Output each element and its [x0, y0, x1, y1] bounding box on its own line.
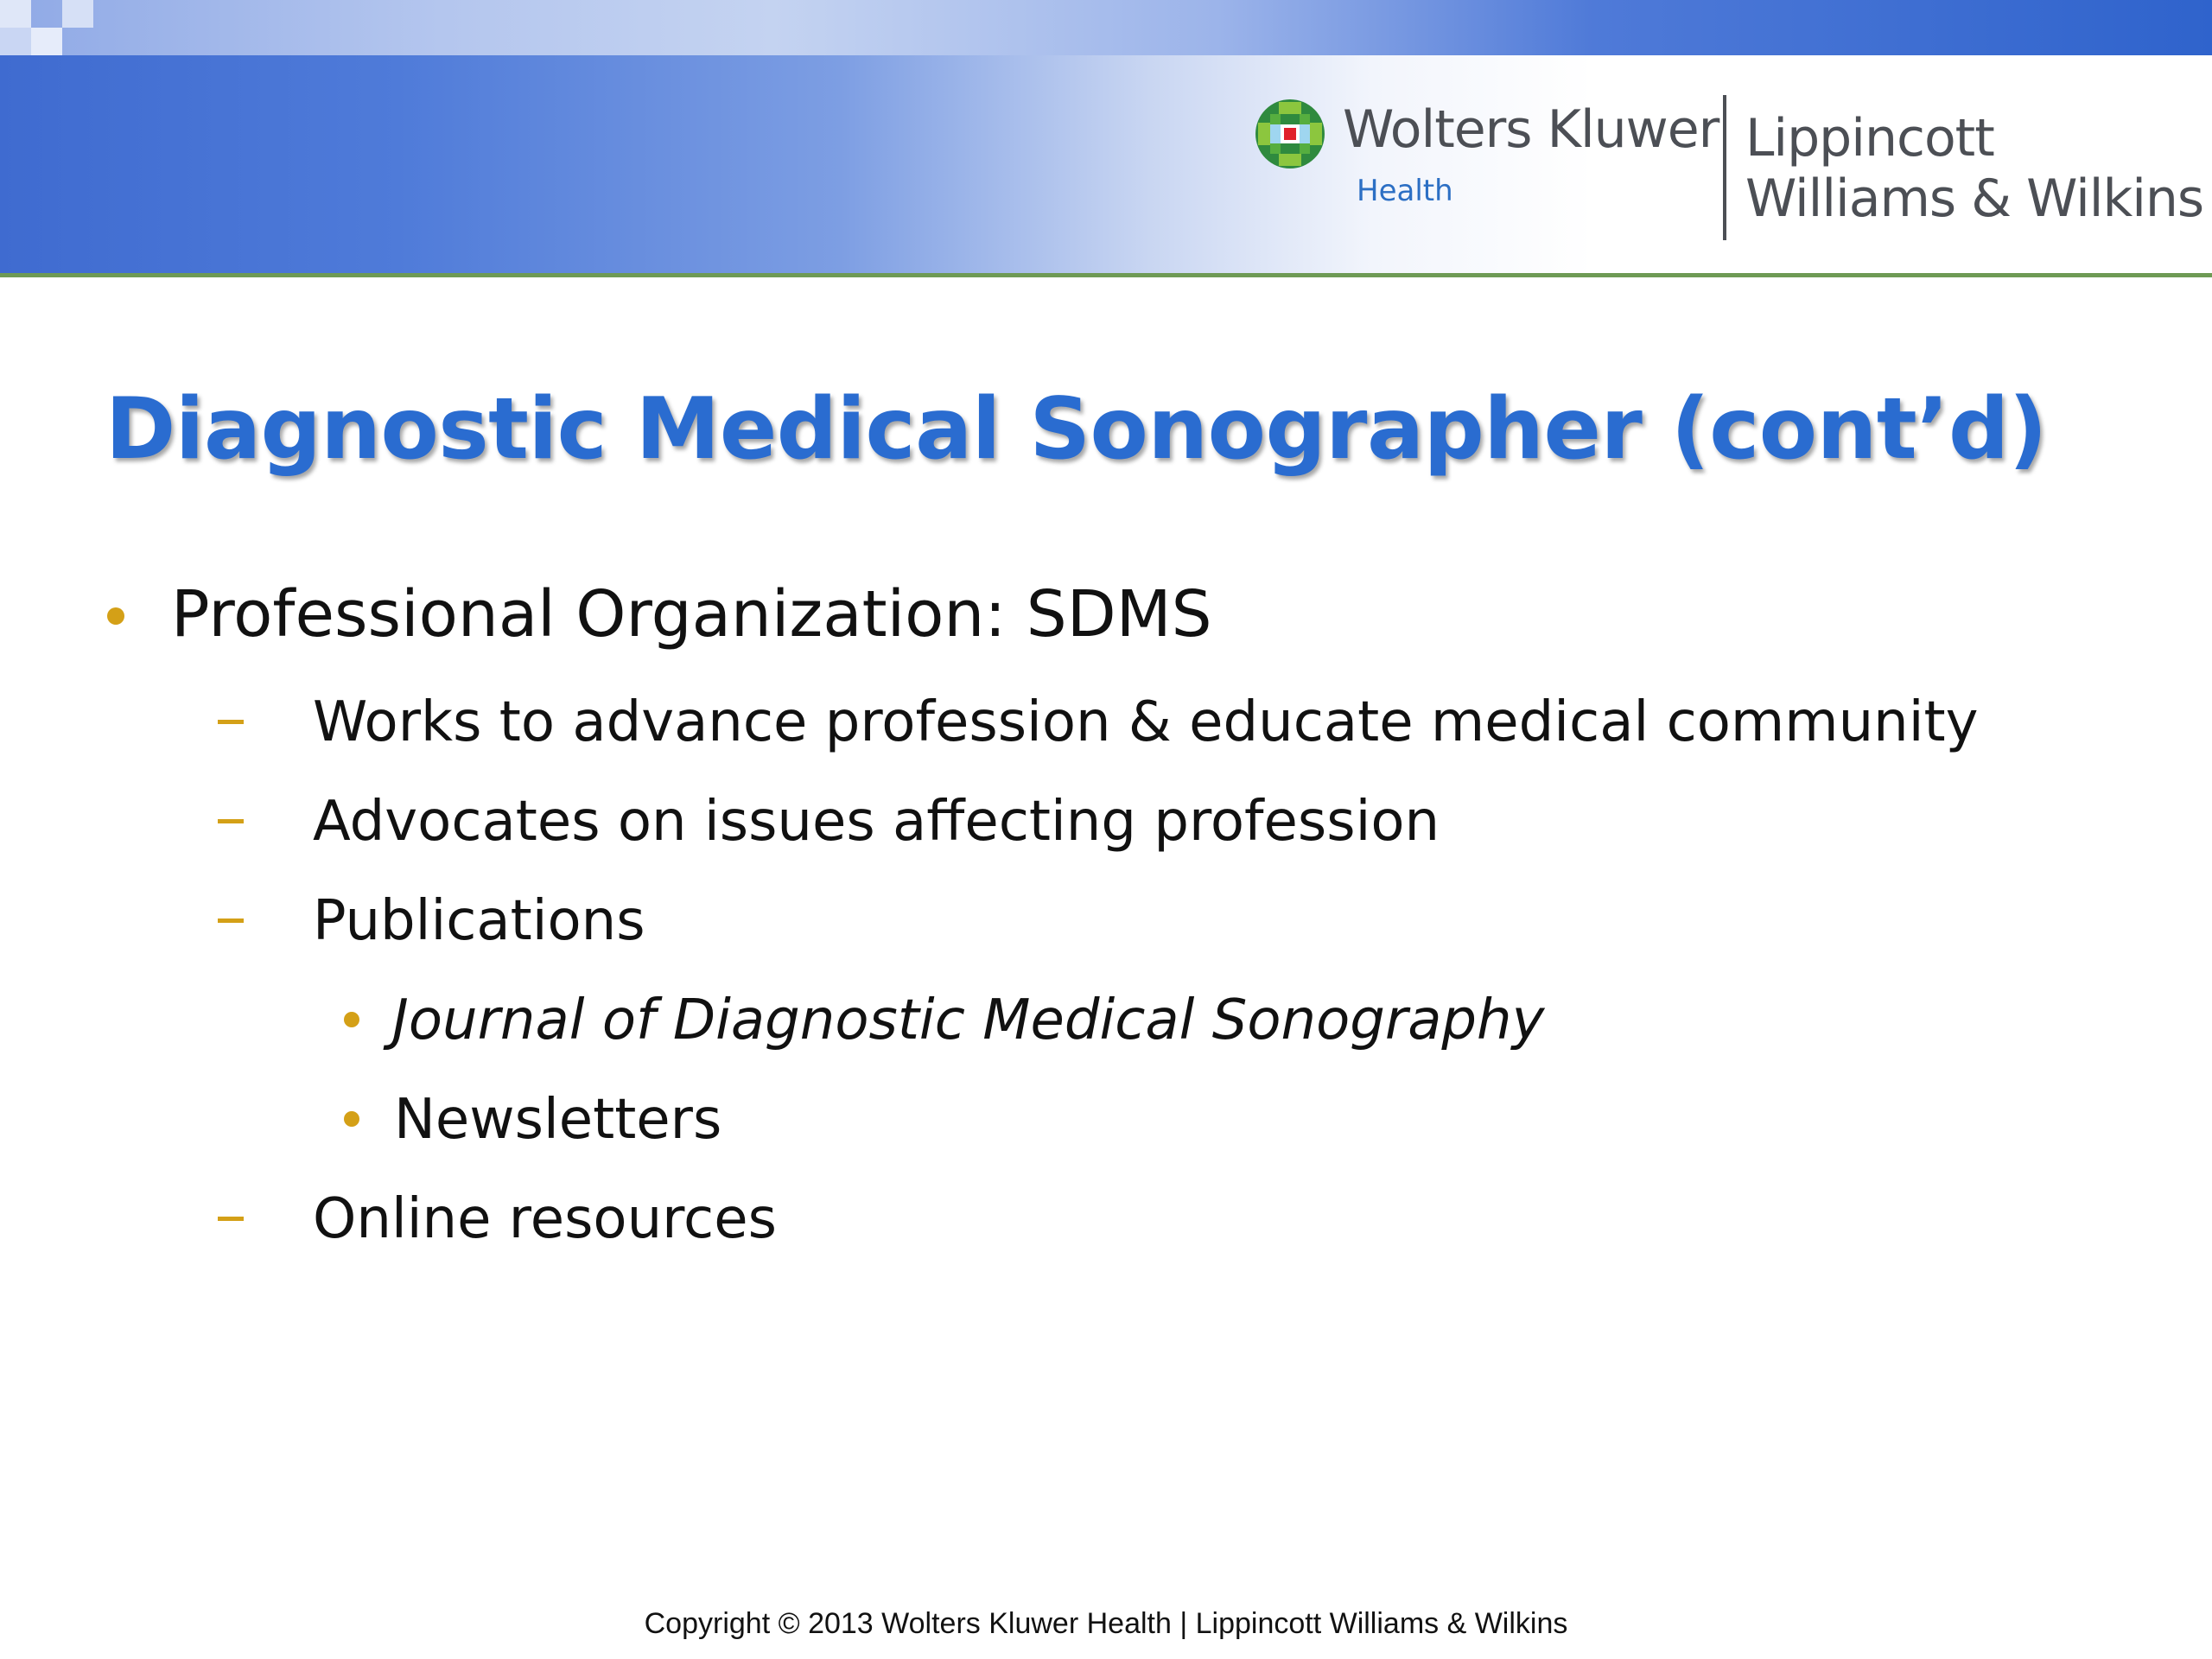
- bullet-text: Journal of Diagnostic Medical Sonography: [392, 988, 1545, 1052]
- bullet-dash: [218, 1217, 244, 1221]
- banner-tile: [0, 0, 31, 28]
- banner-tile: [0, 28, 31, 55]
- bullet-text: Advocates on issues affecting profession: [313, 790, 1440, 854]
- slide-title: Diagnostic Medical Sonographer (cont’d): [105, 380, 2047, 479]
- bullet-dot: [344, 1012, 359, 1027]
- bullet-text: Publications: [313, 889, 645, 953]
- banner-tile: [62, 0, 93, 28]
- header-top-band: [0, 0, 2212, 55]
- bullet-dash: [218, 918, 244, 923]
- wolters-kluwer-globe-logo-icon: [1255, 99, 1325, 169]
- copyright-footer: Copyright © 2013 Wolters Kluwer Health | Lippincott Williams & Wilkins: [644, 1607, 1568, 1640]
- bullet-dash: [218, 720, 244, 724]
- bullet-text: Online resources: [313, 1187, 777, 1251]
- header-rule: [0, 273, 2212, 277]
- bullet-dash: [218, 819, 244, 823]
- banner-tile: [31, 28, 62, 55]
- logo-divider: [1723, 95, 1726, 240]
- imprint-line-2: Williams & Wilkins: [1745, 168, 2204, 229]
- bullet-text: Works to advance profession & educate medical community: [313, 690, 1979, 754]
- bullet-dot: [107, 607, 124, 625]
- bullet-text: Professional Organization: SDMS: [171, 577, 1212, 652]
- brand-subtitle: Health: [1357, 174, 1453, 208]
- imprint-line-1: Lippincott: [1745, 108, 1994, 168]
- brand-name: Wolters Kluwer: [1343, 99, 1719, 160]
- bullet-text: Newsletters: [394, 1088, 722, 1152]
- bullet-dot: [344, 1111, 359, 1127]
